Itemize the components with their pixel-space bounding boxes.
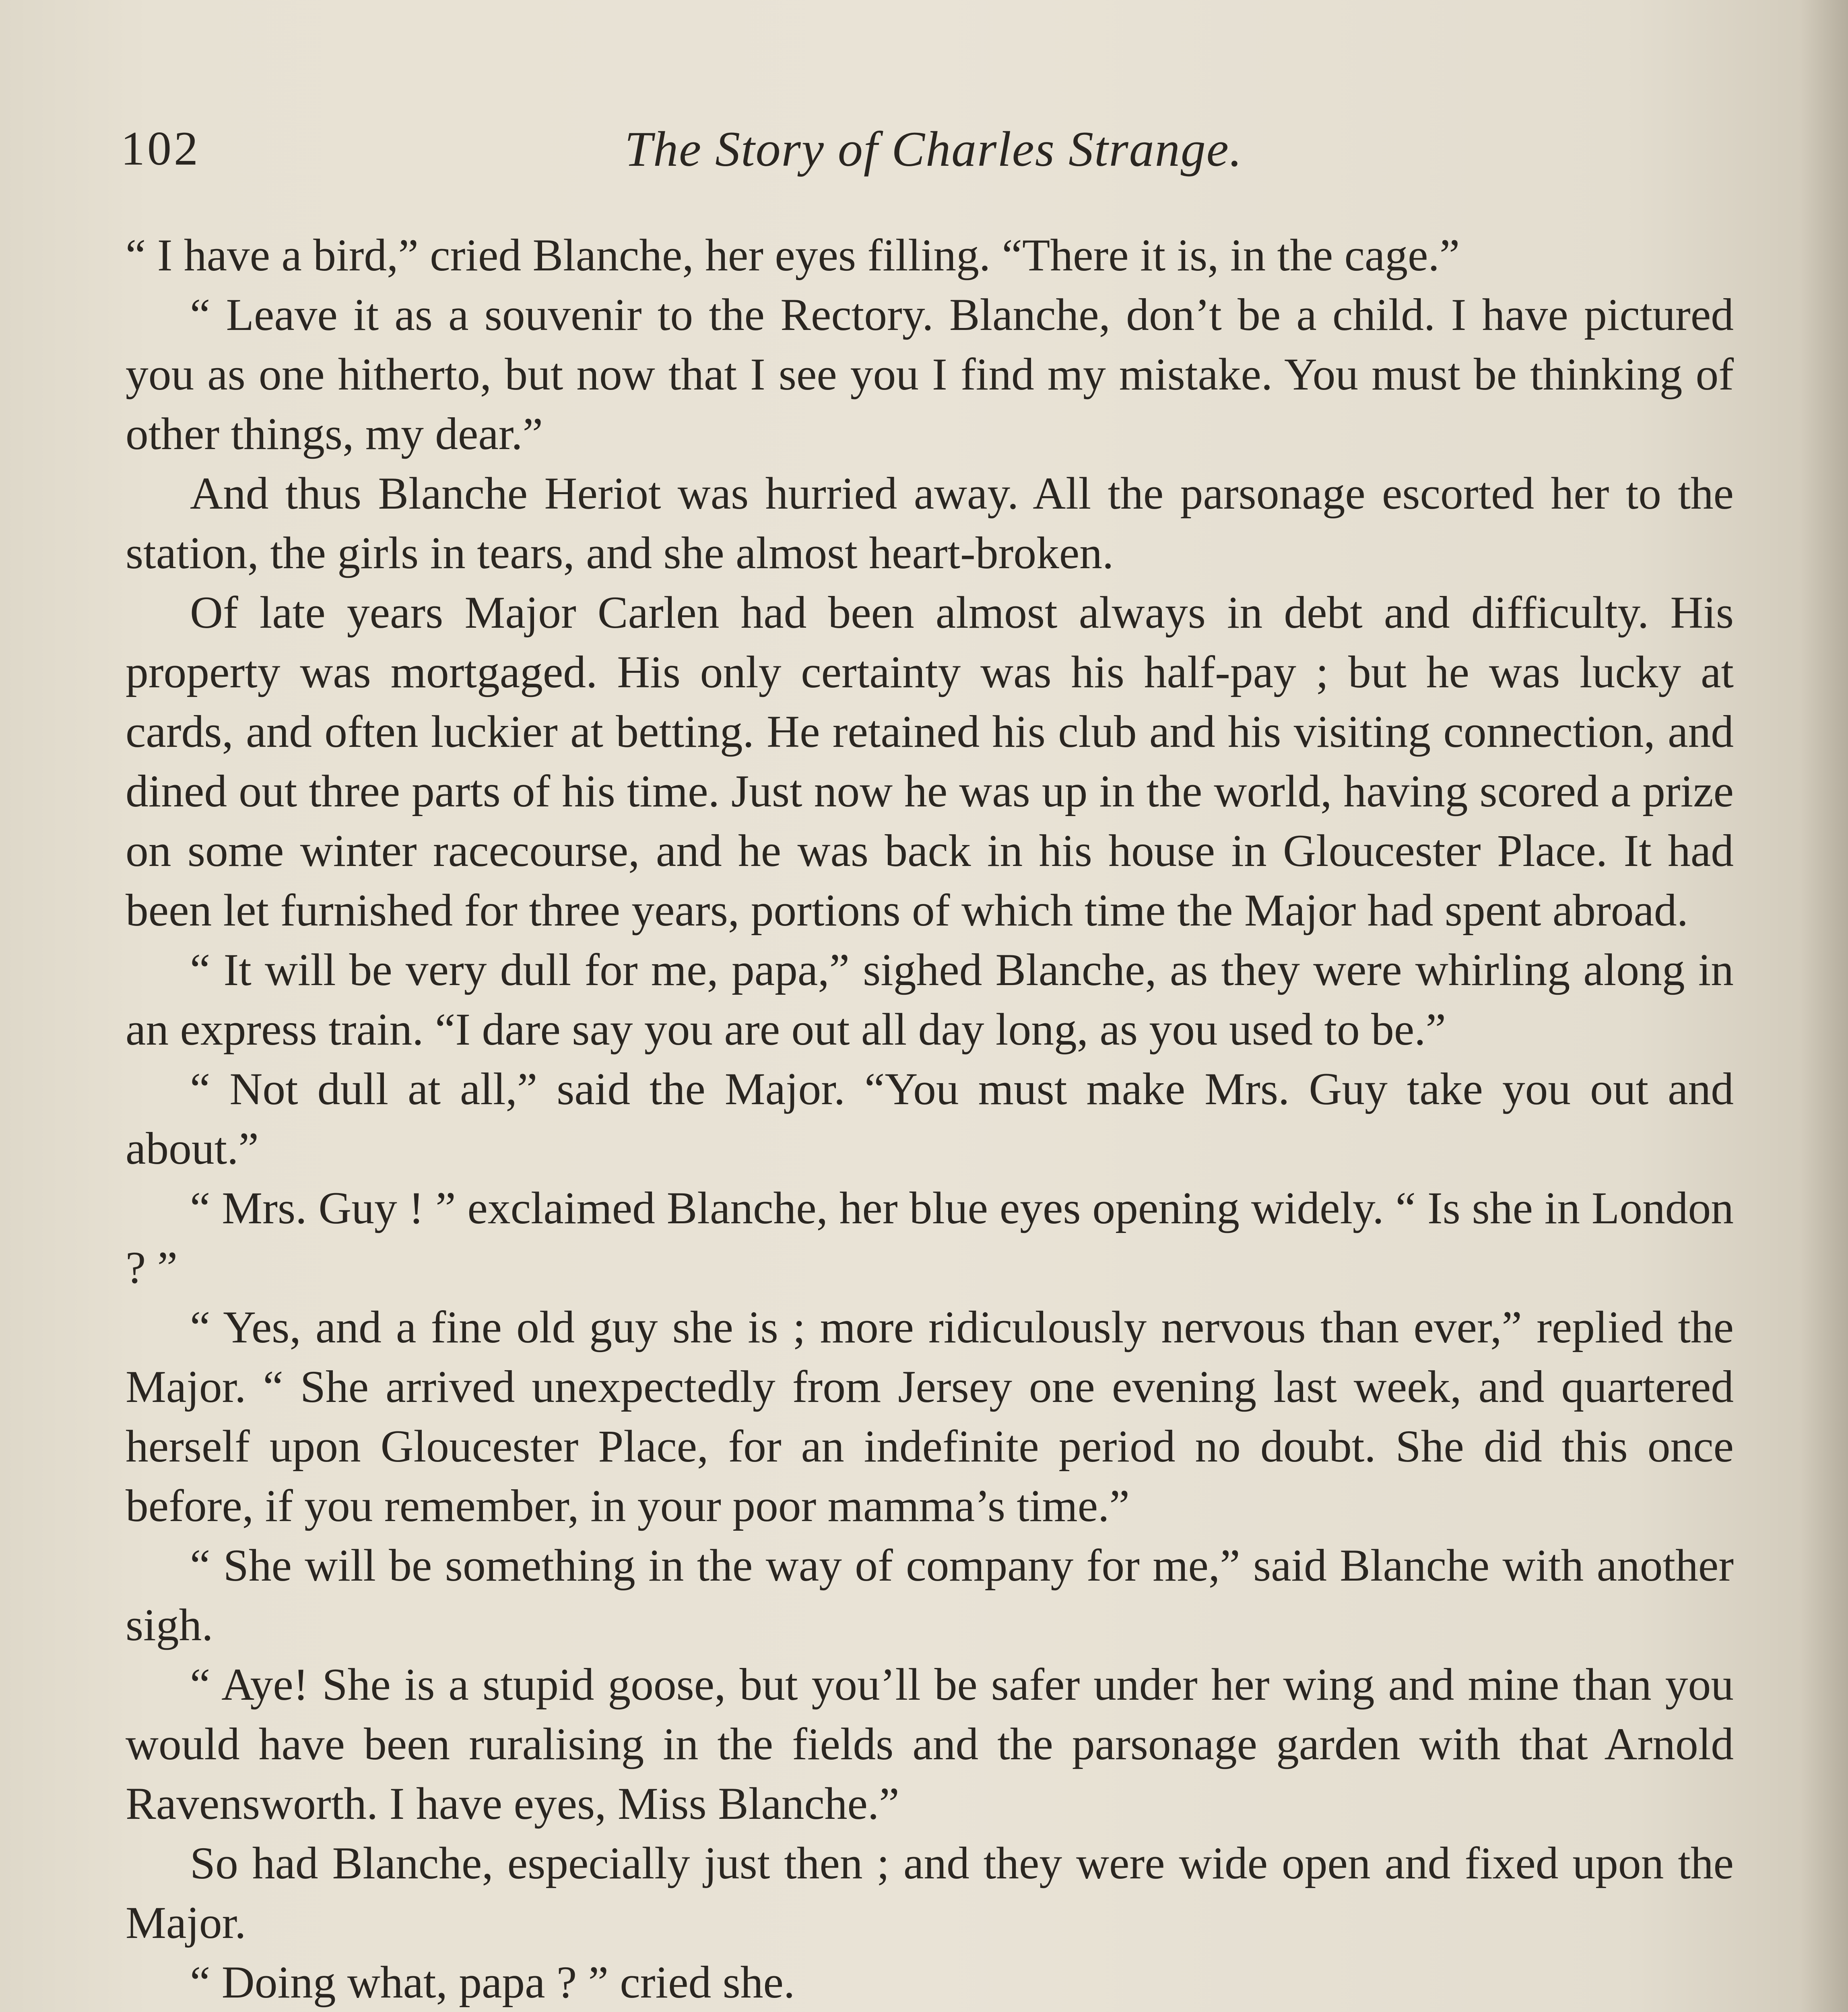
page-number: 102 [121, 122, 200, 175]
paragraph: “ Mrs. Guy ! ” exclaimed Blanche, her blue eyes opening widely. “ Is she in London ? ” [126, 1183, 1734, 1293]
paragraph: And thus Blanche Heriot was hurried away. All the parsonage escorted her to the station, the girls in tears, and she almost heart-broken. [126, 468, 1734, 578]
paragraph: “ Yes, and a fine old guy she is ; more ridiculously nervous than ever,” replied the Major. “ She arrived unexpectedly from Jersey one evening last week, and quartered herself upon Gloucester Place, for an indefinite period no doubt. She did this once before, if you remember, in your poor mamma’s time.” [126, 1302, 1734, 1531]
paragraph: “ Not dull at all,” said the Major. “You must make Mrs. Guy take you out and about.” [126, 1064, 1734, 1174]
paragraph: “ I have a bird,” cried Blanche, her eyes filling. “There it is, in the cage.” [126, 230, 1460, 280]
running-title: The Story of Charles Strange. [625, 122, 1243, 177]
body-text [126, 225, 1734, 2012]
paragraph: “ Leave it as a souvenir to the Rectory. Blanche, don’t be a child. I have pictured you as one hitherto, but now that I see you I find my mistake. You must be thinking of other things, my dear.” [126, 289, 1734, 459]
paragraph: “ Aye! She is a stupid goose, but you’ll be safer under her wing and mine than you would have been ruralising in the fields and the parsonage garden with that Arnold Ravensworth. I have eyes, Miss Blanche.” [126, 1659, 1734, 1829]
paragraph: “ She will be something in the way of company for me,” said Blanche with another sigh. [126, 1540, 1734, 1650]
paragraph: Of late years Major Carlen had been almost always in debt and difficulty. His property was mortgaged. His only certainty was his half-pay ; but he was lucky at cards, and often luckier at betting. He retained his club and his visiting connection, and dined out three parts of his time. Just now he was up in the world, having scored a prize on some winter racecourse, and he was back in his house in Gloucester Place. It had been let furnished for three years, portions of which time the Major had spent abroad. [126, 587, 1734, 936]
paragraph: “ It will be very dull for me, papa,” sighed Blanche, as they were whirling along in an express train. “I dare say you are out all day long, as you used to be.” [126, 944, 1734, 1055]
page-header [121, 121, 1747, 185]
paragraph: “ Doing what, papa ? ” cried she. [190, 1957, 795, 2008]
paragraph: So had Blanche, especially just then ; and they were wide open and fixed upon the Major. [126, 1838, 1734, 1948]
page-edge-shadow [1800, 0, 1848, 2012]
